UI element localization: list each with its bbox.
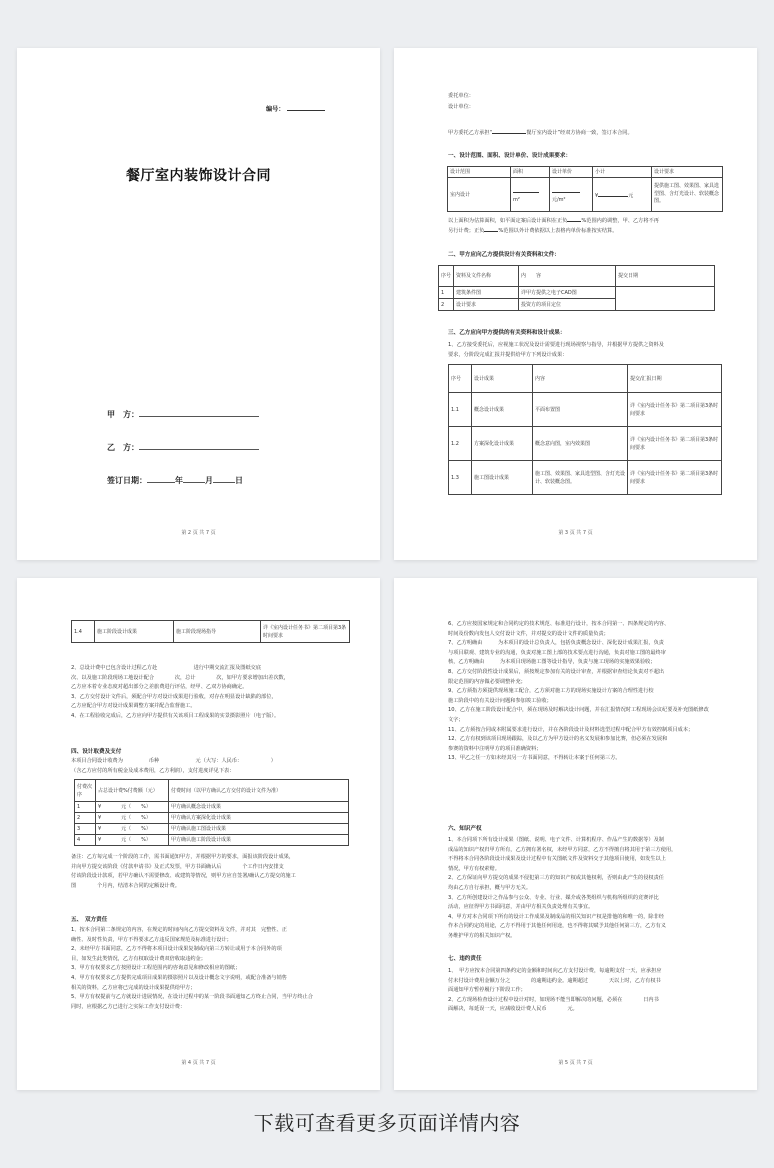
table-header: 提交/汇报日期 [628, 365, 722, 393]
section-4-title: 四、设计取费及支付 [71, 749, 122, 755]
table-cell: 概念意向图，室内效果图 [533, 427, 628, 461]
table-cell: 元/m² [550, 178, 593, 212]
payment-table [74, 779, 349, 846]
sign-date-line: 签订日期： 年 月 日 [107, 476, 243, 485]
area-note-line-1: 以上面积为估算面积，如平面定案后设计面积在正负 %范围内的调整，甲、乙方将不再 [448, 215, 659, 227]
section-7-para: 1、 甲方应按本合同第四条约定的金额和时间向乙方支付设计费，每逾期支付一天，应承担应 付未付设计费用金额万分之 的逾期违约金。逾期超过 天以上时，乙方有权书 面通知甲方暂停履行下阶段工作； 2、乙方现场检查设计过程中设计对时，如现场不能当即解决的问题，必须在 日内书 面解决，每延误一天，应减收设计费人民币 元。 [448, 968, 662, 1013]
section-2-title: 二、甲方应向乙方提供设计有关资料和文件： [448, 252, 560, 258]
designer-label: 设计单位： [448, 104, 474, 110]
table-cell: 详甲方提供之电子CAD图 [519, 287, 616, 299]
section-5-para: 1、按本合同第二条规定的内容，在规定的时间内向乙方提交资料及文件，并对其 完整性、正 确性、及时性负责，甲方不得要求乙方违反国家规范及标准进行设计； 2、未经甲方书面同意，乙方不得将本项目设计成果复制或向第三方转让或用于本合同外的项 目，如发生此类情况，乙方有权取设计费双倍收取违约金； 3、甲方有权要求乙方按照设计工程范围内的咨询意见和修改相应的图纸； 4、甲方有权要求乙方提供完成项目成果的摄影照片以及设计概念文字说明，或配合准备与销售 相关的资料，乙方应将已完成的设计成果提供给甲方； 5、甲方有权提前与乙方就设计进展情况，在设计过程中的某一阶段书面通知乙方终止合同，当甲方终止合 同时，应根据乙方已进行之实际工作支付设计费： [71, 927, 313, 1010]
table-cell: 2 [439, 299, 454, 311]
page-footer: 第 4 页 共 7 页 [181, 1060, 216, 1066]
section-3-continued: 2、总设计费中已包含设计过程乙方赴 进行中期交流汇报及图纸交底 次、以及施工阶段现场工地设计配合 次，总计 次，如甲方要求增加出差次数， 乙方应本着专业态度对超出部分之差旅费进行评估，经甲、乙双方协商确定。 3、乙方交付设计文件后，须配合甲方对设计成果进行验收，对存在明显设计缺陷的部位， 乙方应配合甲方对设计成果调整方案并配合监督施工。 4、在工程验收完成后，乙方应向甲方提供有关该项目工程成果的实景摄影照片（电子版）。 [71, 665, 289, 719]
table-cell: m² [511, 178, 550, 212]
section-5-title: 五、 双方责任 [71, 917, 108, 923]
table-cell: 施工图、效果图、家具选型图、含灯光设计、软装概念图。 [533, 461, 628, 495]
table-cell: 1 [439, 287, 454, 299]
section-4-para: 本项目合同设计收费为 币种 元（大写：人民币： ） （含乙方应付的所有税金及成本费用，乙方利润），支付进度详见下表： [71, 758, 276, 774]
table-cell: 详《室内设计任务书》第二项目第3条时间要求 [628, 461, 722, 495]
table-header: 提交日期 [616, 266, 715, 287]
intro-text: 甲方委托乙方承担“ 餐厅室内设计”经双方协商一致，签订本合同。 [448, 127, 633, 139]
section-3-title: 三、乙方应向甲方提供的有关资料和设计成果： [448, 330, 566, 336]
table-cell: 平面布置图 [533, 393, 628, 427]
section-6-para: 1、本合同项下所有设计成果（图纸、说明、电子文件、计算机程序、作品产生的数据等）及制 成品的知识产权归甲方所有，乙方拥有署名权，未经甲方同意，乙方不得擅自将其用于第三方使用， 不得将本合同各阶段设计成果及设计过程中有关图纸文件及资料交于其他项目使用，如发生以上 情况，甲方有权索赔。 2、乙方保证向甲方提交的成果不侵犯第三方的知识产权或其他权利，否则由此产生的侵权责任 均由乙方自行承担，概与甲方无关。 3、乙方所创建设计之作品参与公众、专业、行业、媒介或各类组织与机构所组织的竞赛评比 活动，应征得甲方书面同意，并由甲方相关负责处理有关事宜。 4、甲方对本合同项下所有的设计工作成果及制成品的相关知识产权是排他的和唯一的，除非经 作本合同约定的用途，乙方不得用于其他任何用途，也不得将其赋予其他任何第三方，乙方有义 务维护甲方的相关知识产权。 [448, 837, 677, 939]
table-header: 小计 [593, 167, 652, 178]
section-3-para-1: 1、乙方接受委托后，应视施工状况及设计需要进行现场视察与指导，并根据甲方提供之资料及 [448, 342, 664, 348]
page-scope [394, 48, 757, 560]
section-7-title: 七、违约责任 [448, 956, 482, 962]
table-cell: ¥ 元（ %） [96, 835, 169, 846]
payment-note: 备注：乙方每完成一个阶段的工作，需书面通知甲方，并根据甲方的要求，面报该阶段设计成果， 并向甲方提交该阶段《付款申请书》及正式发票，甲方书面确认后 个工作日内安排支 付该阶段设计款项，若甲方确认不需要修改、或建筑等情况，则甲方应自签署/确认乙方提交的施工 图 个月内，结清本合同的定额设计费。 [71, 854, 296, 889]
party-b-line: 乙 方： [107, 441, 259, 453]
page-footer: 第 3 页 共 7 页 [558, 530, 593, 536]
table-cell: 详《室内设计任务书》第二项目第3条时间要求 [628, 393, 722, 427]
section-6-title: 六、知识产权 [448, 826, 482, 832]
table-cell: 3 [75, 824, 96, 835]
table-header: 面积 [511, 167, 550, 178]
table-cell: ¥ 元 [593, 178, 652, 212]
table-cell: 1.1 [449, 393, 472, 427]
table-cell: 1.2 [449, 427, 472, 461]
table-cell: 室内设计 [448, 178, 511, 212]
table-cell: ¥ 元（ %） [96, 813, 169, 824]
table-cell: 详《室内设计任务书》第二项目第3条时间要求 [628, 427, 722, 461]
table-header: 设计单价 [550, 167, 593, 178]
page-cover [17, 48, 380, 560]
table-header: 内 容 [519, 266, 616, 287]
section-1-title: 一、设计范围、面积、设计单价、设计成果要求： [448, 153, 572, 159]
section-5-continued: 6、乙方应按国家规定和合同约定的技术规范、标准进行设计，按本合同第一、四条规定的内容、 时间及份数向发包人交付设计文件，并对提交的设计文件的质量负责； 7、乙方明确由 为本项目的设计总负责人，包括负责概念设计、深化设计成果汇报，负责 与项目联观、建筑专业的沟通，负责对施工图上部的技术要点进行沟通，负责对施工图的最终审 核，乙方明确由 为本项目现场施工图等设计指导，负责与施工现场的实施效果验收； 8、乙方交付阶段性设计成果后，须按规定参加有关的设计审查，并根据审查结论负责对不超出 限定范围的内容做必要调整补充； 9、乙方须指方须提供现场施工配合，乙方须对施工方的现场实施设计方案的合理性进行校 施工阶段中的有关设计问题和参加竣工验收； 10、乙方在施工阶段设计配合中，须在现场及时解决设计问题，并在汇报情况时工程现场会议纪要及补充图纸修改文字； 11、乙方须按合同或本附属要求进行设计，并在各阶段设计及材料选型过程中配合甲方有效控制项目成本； 12、乙方有权到该项目现场跟踪，及以乙方为甲方设计的名义发展和参加比赛，但必须在发展和 参赛的资料中注明甲方的项目准确资料； 13、甲乙之任一方如未经其另一方书面同意，不得转让本案于任何第三方。 [448, 621, 709, 762]
table-cell: 甲方确认方案深化设计成果 [169, 813, 349, 824]
page-footer: 第 2 页 共 7 页 [181, 530, 216, 536]
table-cell: 1.4 [72, 621, 95, 643]
area-note-line-2: 另行计费；正负 %范围以外计费依据以上表格内单价标准按实结算。 [448, 225, 617, 237]
page-fees [17, 578, 380, 1090]
table-cell: 投资方的项目定位 [519, 299, 616, 311]
table-cell: 提供施工图、效果图、家具选型图、含灯光设计、软装概念图。 [652, 178, 723, 212]
table-cell: 甲方确认施工图设计成果 [169, 824, 349, 835]
contract-number: 编号： [266, 104, 325, 113]
table-header: 占总设计费%付费额（元） [96, 780, 169, 802]
table-cell: 甲方确认概念设计成果 [169, 802, 349, 813]
table-header: 设计范围 [448, 167, 511, 178]
page-footer: 第 5 页 共 7 页 [558, 1060, 593, 1066]
table-header: 付费时间（以甲方确认乙方交付的设计文件为准） [169, 780, 349, 802]
table-cell: 设计要求 [454, 299, 519, 311]
table-cell [616, 287, 715, 311]
table-cell: 施工阶段设计成果 [95, 621, 174, 643]
deliverables-table [448, 364, 722, 495]
table-cell: 甲方确认施工阶段设计成果 [169, 835, 349, 846]
client-label: 委托单位： [448, 93, 474, 99]
table-header: 资料及文件名称 [454, 266, 519, 287]
materials-table [438, 265, 715, 311]
table-cell: 施工图设计成果 [472, 461, 533, 495]
table-cell: 1 [75, 802, 96, 813]
page-responsibilities [394, 578, 757, 1090]
table-cell: 2 [75, 813, 96, 824]
table-cell: 建筑条件图 [454, 287, 519, 299]
table-header: 内容 [533, 365, 628, 393]
table-cell: 4 [75, 835, 96, 846]
table-cell: ¥ 元（ %） [96, 824, 169, 835]
table-header: 付费次序 [75, 780, 96, 802]
table-cell: 详《室内设计任务书》第二项目第3条时间要求 [261, 621, 350, 643]
contract-title: 餐厅室内装饰设计合同 [126, 168, 271, 184]
party-a-line: 甲 方： [107, 408, 259, 420]
table-cell: 施工阶段现场指导 [174, 621, 261, 643]
table-cell: ¥ 元（ %） [96, 802, 169, 813]
table-cell: 方案深化设计成果 [472, 427, 533, 461]
scope-table [447, 166, 723, 212]
table-header: 序号 [449, 365, 472, 393]
table-header: 设计要求 [652, 167, 723, 178]
table-header: 设计成果 [472, 365, 533, 393]
table-cell: 1.3 [449, 461, 472, 495]
table-header: 序号 [439, 266, 454, 287]
section-3-para-2: 要求，分阶段完成汇报并提供给甲方下列设计成果： [448, 352, 568, 358]
deliverables-table-continued [71, 620, 350, 643]
table-cell: 概念设计成果 [472, 393, 533, 427]
download-more-banner[interactable]: 下载可查看更多页面详情内容 [253, 1111, 521, 1135]
